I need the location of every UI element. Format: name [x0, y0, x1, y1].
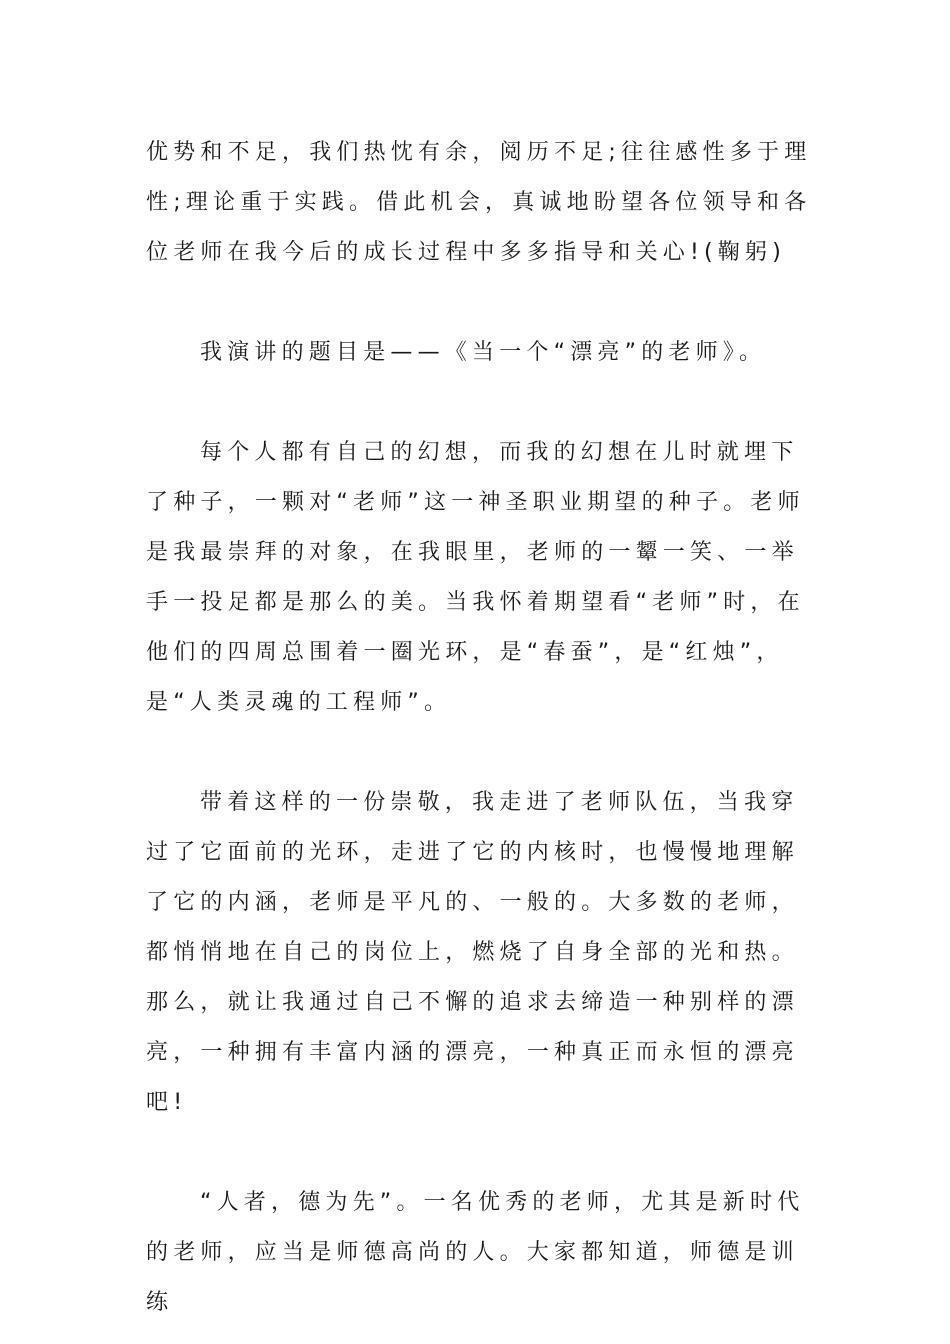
paragraph-speech-title: 我演讲的题目是——《当一个“漂亮”的老师》。 — [200, 340, 767, 365]
paragraph-virtue: “人者，德为先”。一名优秀的老师，尤其是新时代的老师，应当是师德高尚的人。大家都知道，师德是训练 — [146, 1190, 805, 1315]
document-body — [146, 128, 816, 1328]
paragraph-dream: 每个人都有自己的幻想，而我的幻想在儿时就埋下了种子，一颗对“老师”这一神圣职业期望的种子。老师是我最崇拜的对象，在我眼里，老师的一颦一笑、一举手一投足都是那么的美。当我怀着期望看“老师”时，在他们的四周总围着一圈光环，是“春蚕”，是“红烛”，是“人类灵魂的工程师”。 — [146, 440, 805, 715]
paragraph-continuation: 优势和不足，我们热忱有余，阅历不足;往往感性多于理性;理论重于实践。借此机会，真诚地盼望各位领导和各位老师在我今后的成长过程中多多指导和关心!(鞠躬) — [146, 140, 812, 265]
paragraph-respect: 带着这样的一份崇敬，我走进了老师队伍，当我穿过了它面前的光环，走进了它的内核时，也慢慢地理解了它的内涵，老师是平凡的、一般的。大多数的老师，都悄悄地在自己的岗位上，燃烧了自身全部的光和热。那么，就让我通过自己不懈的追求去缔造一种别样的漂亮，一种拥有丰富内涵的漂亮，一种真正而永恒的漂亮吧! — [146, 790, 799, 1115]
